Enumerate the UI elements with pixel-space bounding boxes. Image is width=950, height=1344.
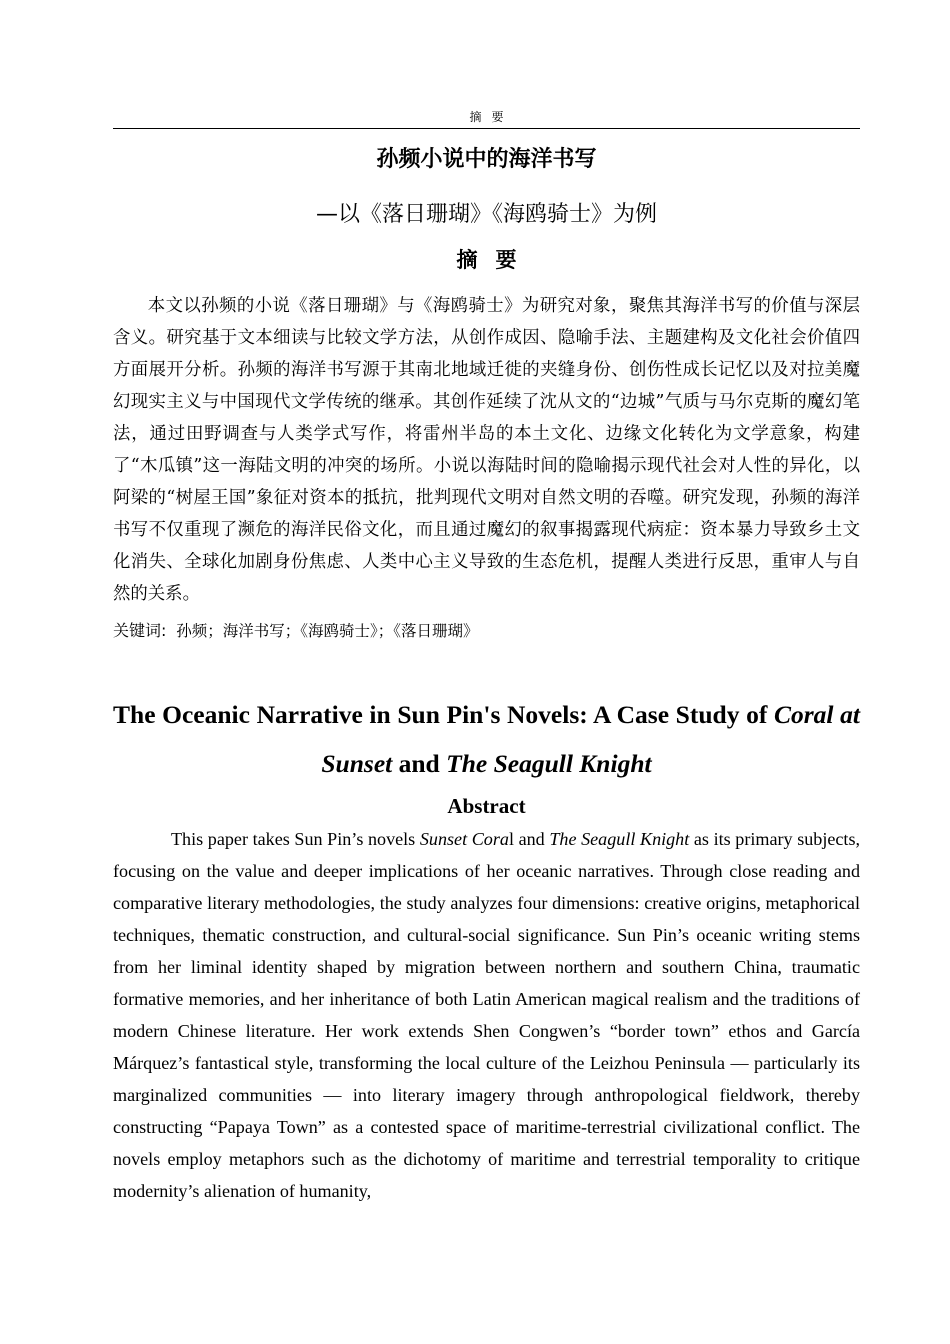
header-rule <box>113 128 860 129</box>
english-abstract-lead: This paper takes Sun Pin’s novels <box>171 829 420 849</box>
english-title-italic-coral: Coral at Sunset <box>321 700 860 778</box>
chinese-abstract-heading: 摘要 <box>456 248 535 272</box>
chinese-abstract-text: 本文以孙频的小说《落日珊瑚》与《海鸥骑士》为研究对象，聚焦其海洋书写的价值与深层含义。研究基于文本细读与比较文学方法，从创作成因、隐喻手法、主题建构及文化社会价值四方面展开分析。孙频的海洋书写源于其南北地域迁徙的夹缝身份、创伤性成长记忆以及对拉美魔幻现实主义与中国现代文学传统的继承。其创作延续了沈从文的“边城”气质与马尔克斯的魔幻笔法，通过田野调查与人类学式写作，将雷州半岛的本土文化、边缘文化转化为文学意象，构建了“木瓜镇”这一海陆文明的冲突的场所。小说以海陆时间的隐喻揭示现代社会对人性的异化，以阿梁的“树屋王国”象征对资本的抵抗，批判现代文明对自然文明的吞噬。研究发现，孙频的海洋书写不仅重现了濒危的海洋民俗文化，而且通过魔幻的叙事揭露现代病症：资本暴力导致乡土文化消失、全球化加剧身份焦虑、人类中心主义导致的生态危机，提醒人类进行反思，重审人与自然的关系。 <box>113 296 860 604</box>
chinese-title: 孙频小说中的海洋书写 <box>376 147 597 172</box>
chinese-keywords <box>113 617 860 645</box>
chinese-subtitle: —以《落日珊瑚》《海鸥骑士》为例 <box>315 202 657 227</box>
english-abstract-mid: l and <box>508 829 550 849</box>
english-title-main: The Oceanic Narrative in Sun Pin's Novels: A Case Study of <box>113 700 774 729</box>
english-abstract-italic-seagull: The Seagull Knight <box>549 829 690 849</box>
running-header: 摘要 <box>469 110 514 124</box>
english-title-and: and <box>392 749 447 778</box>
keywords-label: 关键词: <box>113 621 167 640</box>
english-title-italic-seagull: The Seagull Knight <box>446 749 652 778</box>
english-abstract-rest: as its primary subjects, focusing on the value and deeper implications of her oceanic narratives. Through close reading and comparative literary methodologies, the study analyzes four dimensions: creative origins, metaphorical techniques, thematic construction, and cultural-social significance. Sun Pin’s oceanic writing stems from her liminal identity shaped by migration between northern and southern China, traumatic formative memories, and her inheritance of both Latin American magical realism and the traditions of modern Chinese literature. Her work extends Shen Congwen’s “border town” ethos and García Márquez’s fantastical style, transforming the local culture of the Leizhou Peninsula — particularly its marginalized communities — into literary imagery through anthropological fieldwork, thereby constructing “Papaya Town” as a contested space of maritime-terrestrial civilizational conflict. The novels employ metaphors such as the dichotomy of maritime and terrestrial temporality to critique modernity’s alienation of humanity, <box>113 829 861 1201</box>
english-abstract-heading: Abstract <box>447 794 526 818</box>
keywords-list: 孙频；海洋书写；《海鸥骑士》；《落日珊瑚》 <box>176 622 479 640</box>
english-abstract-text <box>113 823 860 1207</box>
english-abstract-italic-coral: Sunset Cora <box>419 829 509 849</box>
english-title <box>113 690 860 788</box>
